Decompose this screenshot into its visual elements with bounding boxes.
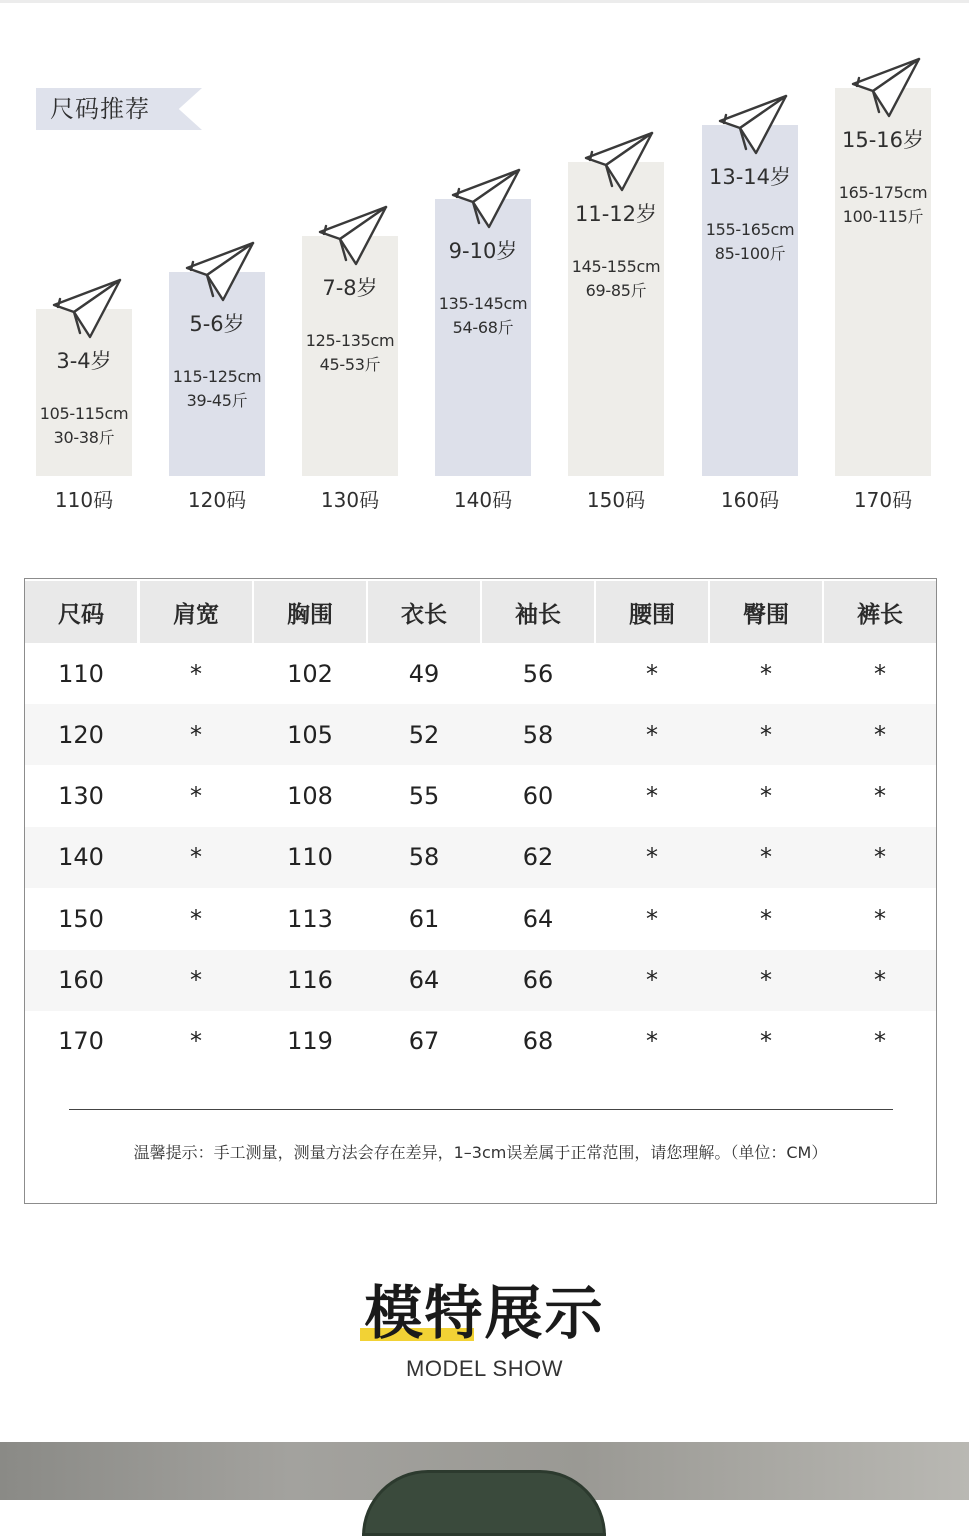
size-label: 160码 [720, 488, 780, 512]
size-label: 110码 [54, 488, 114, 512]
table-cell: * [190, 966, 202, 994]
bar-height-range: 115-125cm [172, 367, 262, 386]
paper-plane-icon [716, 93, 790, 157]
table-cell: 60 [522, 782, 554, 811]
table-cell: 58 [408, 843, 440, 872]
table-cell: * [190, 720, 202, 749]
table-cell: 140 [58, 843, 104, 872]
bar-weight-range: 85-100斤 [714, 244, 786, 263]
size-label: 170码 [853, 488, 913, 512]
table-cell: 170 [58, 1027, 104, 1056]
table-cell: 110 [58, 659, 104, 688]
paper-plane-icon [582, 130, 656, 194]
table-header-cell: 裤长 [824, 581, 936, 643]
size-label: 120码 [187, 488, 247, 512]
table-cell: * [874, 1027, 886, 1056]
table-cell: 160 [58, 966, 104, 994]
table-cell: * [646, 966, 658, 994]
table-cell: * [760, 904, 772, 933]
table-cell: 102 [287, 659, 333, 688]
table-cell: * [874, 904, 886, 933]
table-header-cell: 腰围 [596, 581, 708, 643]
bar-height-range: 165-175cm [838, 183, 928, 202]
table-cell: * [760, 720, 772, 749]
model-show-title: 模特展示 [364, 1279, 605, 1347]
table-cell: * [646, 904, 658, 933]
table-row [25, 950, 936, 1011]
note-divider [69, 1109, 893, 1110]
bar-height-range: 105-115cm [39, 404, 129, 423]
top-divider [0, 0, 969, 3]
table-header-cell: 肩宽 [140, 581, 252, 643]
model-photo-hat [362, 1470, 606, 1536]
bar-age-label: 9-10岁 [448, 239, 518, 263]
bar-age-label: 5-6岁 [189, 312, 245, 336]
paper-plane-icon [183, 240, 257, 304]
size-label: 130码 [320, 488, 380, 512]
measurement-note: 温馨提示：手工测量，测量方法会存在差异，1–3cm误差属于正常范围，请您理解。（单位：CM） [133, 1143, 828, 1162]
table-cell: 49 [408, 659, 440, 688]
table-cell: * [190, 904, 202, 933]
bar-age-label: 15-16岁 [841, 128, 925, 152]
table-cell: 105 [287, 720, 333, 749]
paper-plane-icon [316, 204, 390, 268]
table-cell: * [190, 659, 202, 688]
table-row [25, 888, 936, 949]
size-label: 140码 [453, 488, 513, 512]
table-cell: * [760, 782, 772, 811]
table-cell: 120 [58, 720, 104, 749]
table-header-cell: 尺码 [25, 581, 137, 643]
table-cell: * [646, 1027, 658, 1056]
table-cell: * [646, 720, 658, 749]
table-cell: 67 [408, 1027, 440, 1056]
table-cell: 58 [522, 720, 554, 749]
bar-weight-range: 45-53斤 [319, 355, 381, 374]
table-cell: * [646, 659, 658, 688]
bar-age-label: 11-12岁 [574, 202, 658, 226]
table-row [25, 704, 936, 765]
bar-weight-range: 100-115斤 [842, 207, 924, 226]
table-cell: 61 [408, 904, 440, 933]
table-cell: * [760, 1027, 772, 1056]
bar-age-label: 13-14岁 [708, 165, 792, 189]
size-table [24, 578, 937, 1204]
table-cell: * [874, 966, 886, 994]
paper-plane-icon [449, 167, 523, 231]
table-cell: 113 [287, 904, 333, 933]
table-row [25, 1011, 936, 1072]
bar-weight-range: 30-38斤 [53, 428, 115, 447]
table-cell: * [760, 966, 772, 994]
table-cell: 110 [287, 843, 333, 872]
table-cell: 130 [58, 782, 104, 811]
table-cell: * [190, 843, 202, 872]
paper-plane-icon [50, 277, 124, 341]
bar-height-range: 145-155cm [571, 257, 661, 276]
size-label: 150码 [586, 488, 646, 512]
model-show-subtitle: MODEL SHOW [406, 1356, 563, 1381]
table-header-cell: 袖长 [482, 581, 594, 643]
table-cell: * [190, 782, 202, 811]
bar-weight-range: 54-68斤 [452, 318, 514, 337]
table-cell: 52 [408, 720, 440, 749]
table-cell: 66 [522, 966, 554, 994]
table-cell: 119 [287, 1027, 333, 1056]
table-cell: 64 [408, 966, 440, 994]
bar-height-range: 135-145cm [438, 294, 528, 313]
table-cell: * [190, 1027, 202, 1056]
table-cell: 150 [58, 904, 104, 933]
table-header-cell: 臀围 [710, 581, 822, 643]
table-row [25, 827, 936, 888]
bar-height-range: 155-165cm [705, 220, 795, 239]
table-cell: * [760, 843, 772, 872]
table-cell: * [646, 782, 658, 811]
table-cell: 62 [522, 843, 554, 872]
table-cell: * [874, 720, 886, 749]
section-title: 尺码推荐 [50, 95, 150, 123]
bar-weight-range: 69-85斤 [585, 281, 647, 300]
table-row [25, 766, 936, 827]
bar-age-label: 7-8岁 [322, 276, 378, 300]
table-cell: * [874, 782, 886, 811]
bar-weight-range: 39-45斤 [186, 391, 248, 410]
table-cell: 55 [408, 782, 440, 811]
bar-age-label: 3-4岁 [56, 349, 112, 373]
table-cell: * [874, 659, 886, 688]
table-cell: 56 [522, 659, 554, 688]
table-cell: 64 [522, 904, 554, 933]
table-row [25, 643, 936, 704]
table-cell: 108 [287, 782, 333, 811]
paper-plane-icon [849, 56, 923, 120]
table-cell: * [874, 843, 886, 872]
table-cell: 116 [287, 966, 333, 994]
table-cell: * [646, 843, 658, 872]
table-header-cell: 衣长 [368, 581, 480, 643]
table-cell: 68 [522, 1027, 554, 1056]
bar-height-range: 125-135cm [305, 331, 395, 350]
table-cell: * [760, 659, 772, 688]
table-header-cell: 胸围 [254, 581, 366, 643]
